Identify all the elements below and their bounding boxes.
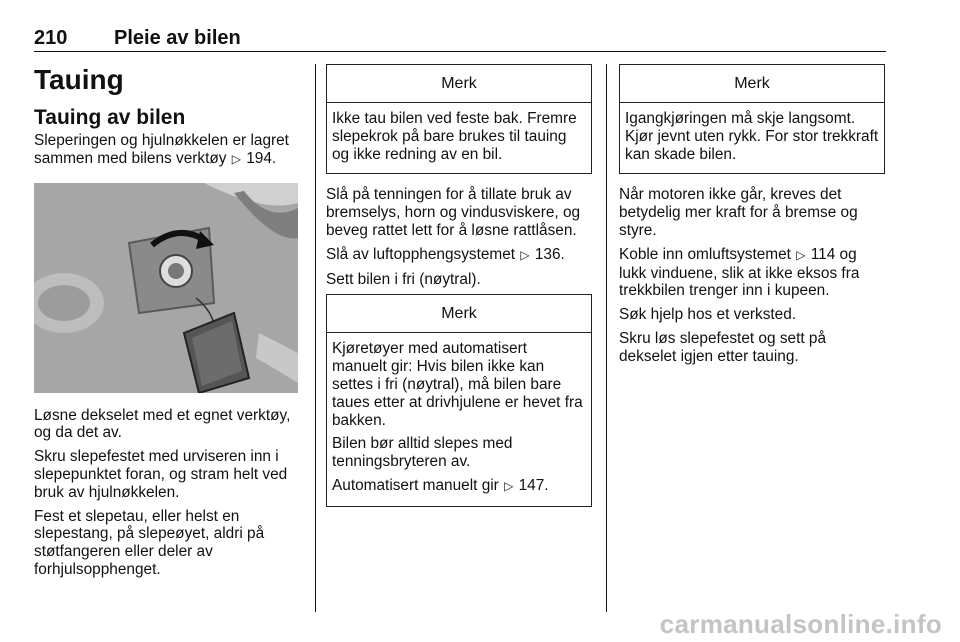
note-text: Ikke tau bilen ved feste bak. Fremre slepekrok på bare brukes til tauing og ikke redning av en bil.: [332, 110, 577, 163]
instruction-paragraph: Søk hjelp hos et verksted.: [619, 306, 797, 324]
instruction-paragraph: Skru slepefestet med urviseren inn i slepepunktet foran, og stram helt ved bruk av hjulnøkkelen.: [34, 448, 288, 501]
instruction-text: Slå av luftopphengsystemet: [326, 245, 516, 263]
instruction-paragraph: Fest et slepetau, eller helst en slepestang, på slepeøyet, aldri på støtfangeren eller deler av forhjulsopphenget.: [34, 507, 265, 578]
note-text: [332, 477, 586, 496]
towing-eye-cover-illustration: [34, 183, 298, 393]
instruction-paragraph: [326, 246, 592, 265]
column-divider-2: [606, 64, 607, 612]
page-ref-icon: ▷: [504, 478, 514, 493]
note-text: Bilen bør alltid slepes med tenningsbryteren av.: [332, 435, 513, 471]
note-text: Igangkjøringen må skje langsomt. Kjør jevnt uten rykk. For stor trekkraft kan skade bilen.: [625, 110, 879, 163]
column-2: [326, 64, 592, 519]
note-title: Merk: [620, 65, 884, 103]
section-heading: Tauing av bilen: [34, 106, 186, 129]
intro-text: Sleperingen og hjulnøkkelen er lagret sammen med bilens verktøy: [34, 132, 289, 167]
page-heading: Tauing: [34, 64, 124, 95]
note-title: Merk: [327, 65, 591, 103]
note-body: [327, 103, 591, 173]
note-text-span: Automatisert manuelt gir: [332, 476, 499, 494]
note-box: [326, 64, 592, 174]
note-body: [620, 103, 884, 173]
instruction-paragraph: Når motoren ikke går, kreves det betydelig mer kraft for å bremse og styre.: [619, 186, 858, 239]
page-number: 210: [34, 27, 68, 49]
page-ref: 136.: [534, 245, 565, 263]
column-3: [619, 64, 885, 372]
column-divider-1: [315, 64, 316, 612]
note-text: Kjøretøyer med automatisert manuelt gir: Hvis bilen ikke kan settes i fri (nøytral), må bilen bare taues etter at drivhjulene er hevet fra bakken.: [332, 340, 583, 429]
column-1: [34, 64, 300, 585]
instruction-paragraph: Sett bilen i fri (nøytral).: [326, 270, 481, 288]
instruction-paragraph: [619, 246, 885, 300]
instruction-paragraph: Løsne dekselet med et egnet verktøy, og da det av.: [34, 406, 291, 442]
note-box: [326, 294, 592, 506]
section-title: Pleie av bilen: [114, 27, 241, 49]
note-title: Merk: [327, 295, 591, 333]
page-ref: 147.: [518, 476, 549, 494]
intro-ref: 194.: [246, 149, 277, 167]
page-ref-icon: ▷: [231, 151, 241, 166]
page-ref-icon: ▷: [520, 247, 530, 262]
instruction-paragraph: Slå på tenningen for å tillate bruk av bremselys, horn og vindusviskere, og beveg rattet lett for å løsne rattlåsen.: [326, 186, 581, 239]
intro-paragraph: [34, 132, 300, 169]
note-box: [619, 64, 885, 174]
header-rule: [34, 51, 886, 52]
note-body: [327, 333, 591, 505]
instruction-text: Koble inn omluftsystemet: [619, 245, 791, 263]
page-ref: 114 og lukk vinduene, slik at ikke eksos fra trekkbilen trenger inn i kupeen.: [619, 245, 860, 300]
instruction-paragraph: Skru løs slepefestet og sett på dekselet igjen etter tauing.: [619, 329, 827, 365]
watermark: carmanualsonline.info: [659, 609, 942, 639]
page-ref-icon: ▷: [796, 247, 806, 262]
page-header: [34, 27, 241, 50]
